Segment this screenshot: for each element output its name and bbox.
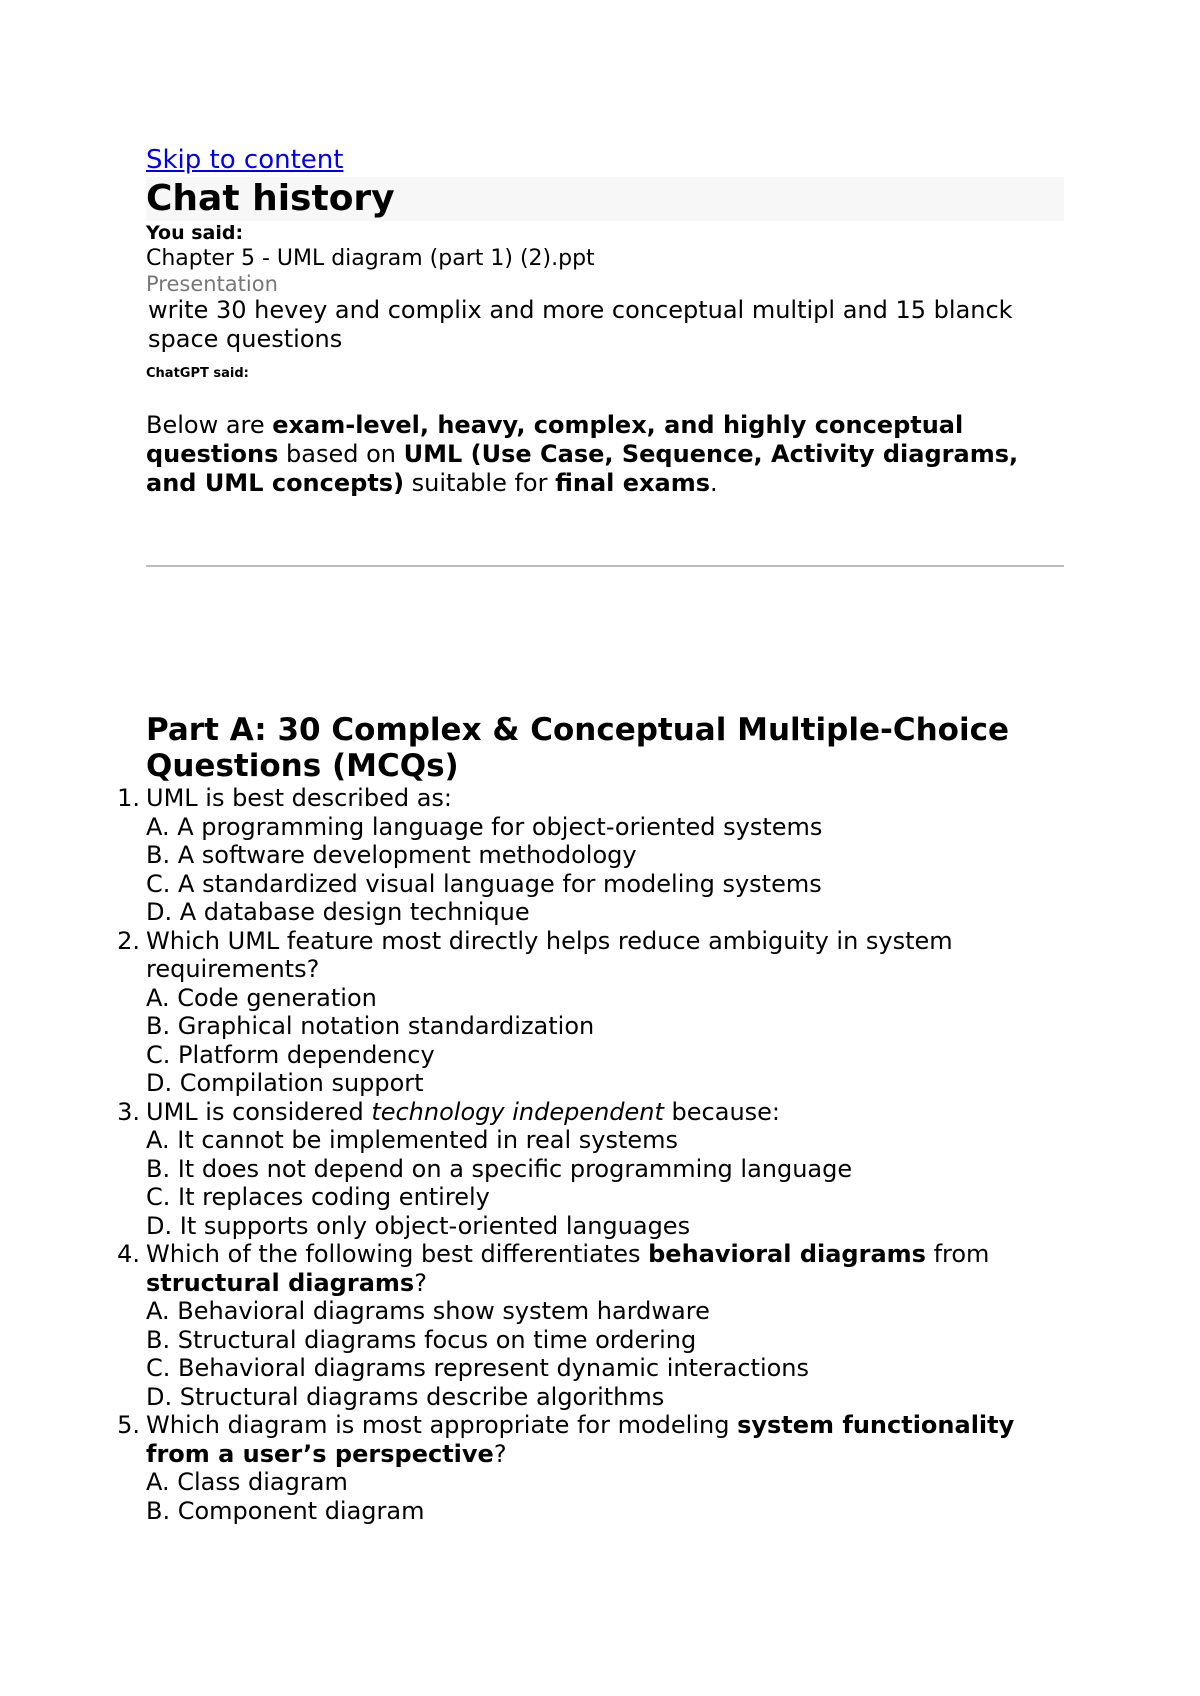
chat-history-heading: Chat history xyxy=(146,177,1064,221)
you-said-label: You said: xyxy=(146,222,244,244)
question-text-emphasis: technology independent xyxy=(371,1097,664,1126)
question-text-3: ? xyxy=(414,1268,427,1297)
question-text-1: Which of the following best differentiates xyxy=(146,1240,649,1268)
intro-bold-2: UML (Use Case, Sequence, Activity diagrams, and UML concepts) xyxy=(146,440,1019,497)
chatgpt-said-label: ChatGPT said: xyxy=(146,366,249,381)
option-d: D. Compilation support xyxy=(146,1069,424,1097)
option-a: A. It cannot be implemented in real systems xyxy=(146,1126,679,1154)
question-number: 1. xyxy=(117,784,140,812)
intro-text-2: based on xyxy=(278,440,404,468)
question-number: 4. xyxy=(117,1240,140,1268)
option-d: D. It supports only object-oriented languages xyxy=(146,1211,691,1240)
option-d: D. Structural diagrams describe algorithms xyxy=(146,1382,665,1411)
option-a: A. Code generation xyxy=(146,983,377,1012)
attachment-name[interactable]: Chapter 5 - UML diagram (part 1) (2).ppt xyxy=(146,246,595,271)
option-c: C. Behavioral diagrams represent dynamic interactions xyxy=(146,1354,810,1382)
question-number: 3. xyxy=(117,1097,140,1126)
option-c: C. Platform dependency xyxy=(146,1040,435,1069)
content xyxy=(117,143,1064,1525)
question-number: 5. xyxy=(117,1411,140,1439)
option-b: B. Structural diagrams focus on time ordering xyxy=(146,1325,697,1354)
response-intro xyxy=(146,411,1064,498)
question-text-post: because: xyxy=(663,1097,781,1126)
question-bold-1: system functionality from a user’s perspective xyxy=(146,1411,1015,1468)
section-divider xyxy=(146,565,1064,567)
question-text: UML is best described as: xyxy=(146,784,453,812)
option-b: B. Graphical notation standardization xyxy=(146,1012,595,1040)
mcq-list xyxy=(117,784,1064,1525)
attachment-type: Presentation xyxy=(146,272,278,296)
question-item xyxy=(117,1411,1064,1525)
question-text-pre: UML is considered xyxy=(146,1097,372,1126)
skip-to-content-link[interactable]: Skip to content xyxy=(146,145,344,175)
option-d: D. A database design technique xyxy=(146,898,530,926)
option-b: B. It does not depend on a specific programming language xyxy=(146,1154,853,1183)
option-c: C. It replaces coding entirely xyxy=(146,1183,490,1211)
option-b: B. Component diagram xyxy=(146,1496,425,1525)
intro-bold-3: final exams xyxy=(555,469,711,497)
question-item xyxy=(117,926,1064,1098)
intro-text-3: suitable for xyxy=(404,469,556,497)
question-text-2: from xyxy=(925,1240,990,1268)
question-number: 2. xyxy=(117,926,140,955)
option-b: B. A software development methodology xyxy=(146,841,637,869)
intro-text-4: . xyxy=(710,469,718,497)
question-item xyxy=(117,1097,1064,1241)
option-a: A. A programming language for object-oriented systems xyxy=(146,812,823,841)
question-bold-2: structural diagrams xyxy=(146,1268,415,1297)
user-prompt: write 30 hevey and complix and more conceptual multipl and 15 blanck space questions xyxy=(148,296,1013,353)
intro-text-1: Below are xyxy=(146,411,273,439)
question-text-1: Which diagram is most appropriate for modeling xyxy=(146,1411,738,1439)
question-item xyxy=(117,784,1064,927)
question-bold-1: behavioral diagrams xyxy=(648,1240,926,1268)
option-c: C. A standardized visual language for modeling systems xyxy=(146,869,822,898)
part-a-heading: Part A: 30 Complex & Conceptual Multiple-Choice Questions (MCQs) xyxy=(146,712,1009,784)
question-item xyxy=(117,1240,1064,1411)
question-text-2: ? xyxy=(493,1439,507,1468)
question-text: Which UML feature most directly helps reduce ambiguity in system requirements? xyxy=(146,926,953,983)
option-a: A. Class diagram xyxy=(146,1468,348,1496)
option-a: A. Behavioral diagrams show system hardware xyxy=(146,1297,710,1325)
intro-bold-1: exam-level, heavy, complex, and highly conceptual questions xyxy=(146,411,964,468)
